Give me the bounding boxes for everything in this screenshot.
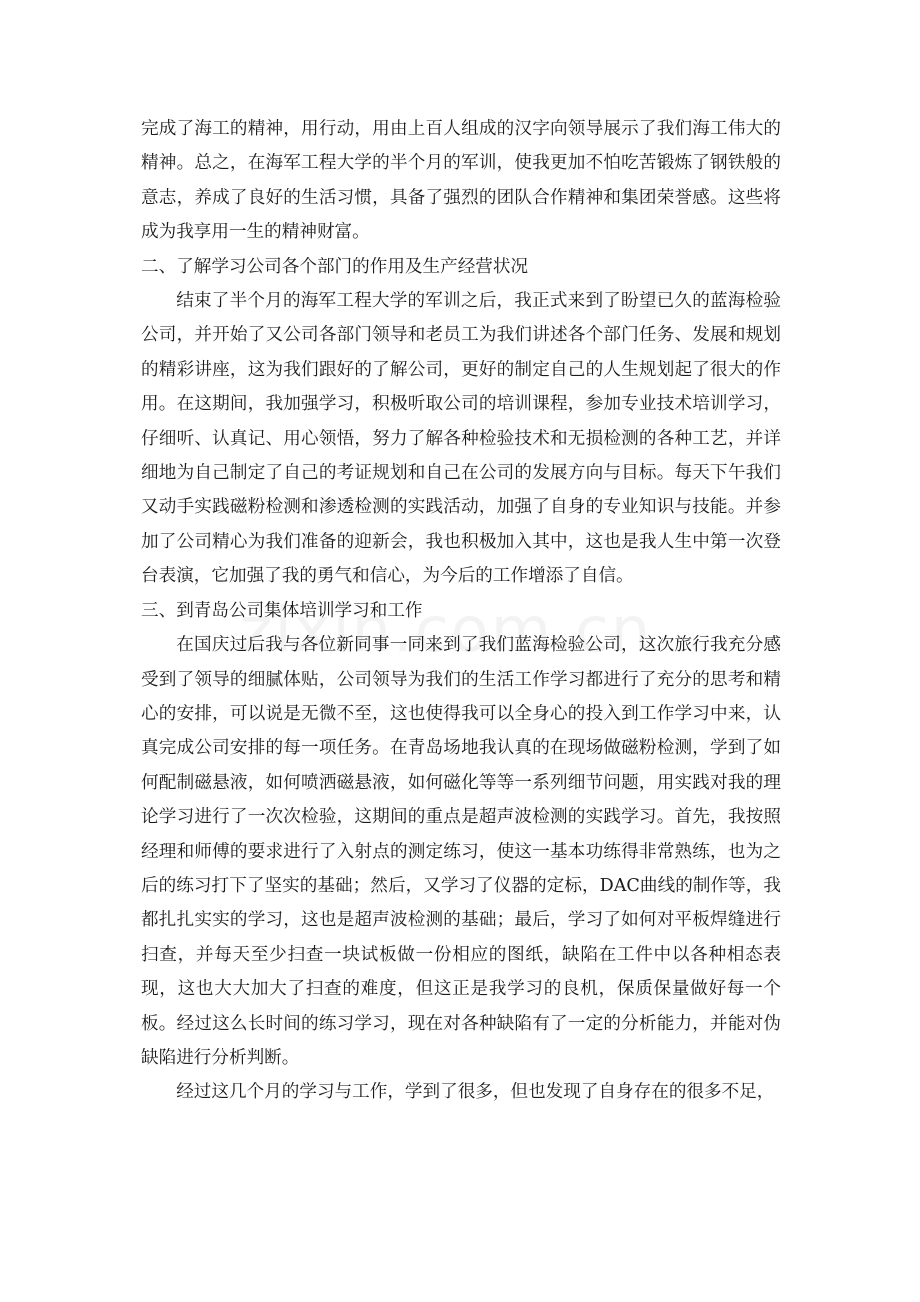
paragraph-military-training-summary: 完成了海工的精神，用行动，用由上百人组成的汉字向领导展示了我们海工伟大的精神。总之，在海军工程大学的半个月的军训，使我更加不怕吃苦锻炼了钢铁般的意志，养成了良好的生活习惯，具备了强烈的团队合作精神和集团荣誉感。这些将成为我享用一生的精神财富。: [141, 119, 781, 243]
document-body: [141, 112, 781, 1110]
section-heading-2: 二、了解学习公司各个部门的作用及生产经营状况: [141, 256, 529, 277]
section-heading-3: 三、到青岛公司集体培训学习和工作: [141, 600, 423, 621]
paragraph-qingdao-training: 在国庆过后我与各位新同事一同来到了我们蓝海检验公司，这次旅行我充分感受到了领导的细腻体贴，公司领导为我们的生活工作学习都进行了充分的思考和精心的安排，可以说是无微不至，这也使得我可以全身心的投入到工作学习中来，认真完成公司安排的每一项任务。在青岛场地我认真的在现场做磁粉检测，学到了如何配制磁悬液，如何喷洒磁悬液，如何磁化等等一系列细节问题，用实践对我的理论学习进行了一次次检验，这期间的重点是超声波检测的实践学习。首先，我按照经理和师傅的要求进行了入射点的测定练习，使这一基本功练得非常熟练，也为之后的练习打下了坚实的基础；然后，又学习了仪器的定标，DAC曲线的制作等，我都扎扎实实的学习，这也是超声波检测的基础；最后，学习了如何对平板焊缝进行扫查，并每天至少扫查一块试板做一份相应的图纸，缺陷在工件中以各种相态表现，这也大大加大了扫查的难度，但这正是我学习的良机，保质保量做好每一个板。经过这么长时间的练习学习，现在对各种缺陷有了一定的分析能力，并能对伪缺陷进行分析判断。: [141, 635, 781, 1068]
paragraph-reflection: 经过这几个月的学习与工作，学到了很多，但也发现了自身存在的很多不足，: [176, 1082, 775, 1103]
paragraph-company-departments: 结束了半个月的海军工程大学的军训之后，我正式来到了盼望已久的蓝海检验公司，并开始了又公司各部门领导和老员工为我们讲述各个部门任务、发展和规划的精彩讲座，这为我们跟好的了解公司，更好的制定自己的人生规划起了很大的作用。在这期间，我加强学习，积极听取公司的培训课程，参加专业技术培训学习，仔细听、认真记、用心领悟，努力了解各种检验技术和无损检测的各种工艺，并详细地为自己制定了自己的考证规划和自己在公司的发展方向与目标。每天下午我们又动手实践磁粉检测和渗透检测的实践活动，加强了自身的专业知识与技能。并参加了公司精心为我们准备的迎新会，我也积极加入其中，这也是我人生中第一次登台表演，它加强了我的勇气和信心，为今后的工作增添了自信。: [141, 291, 781, 587]
